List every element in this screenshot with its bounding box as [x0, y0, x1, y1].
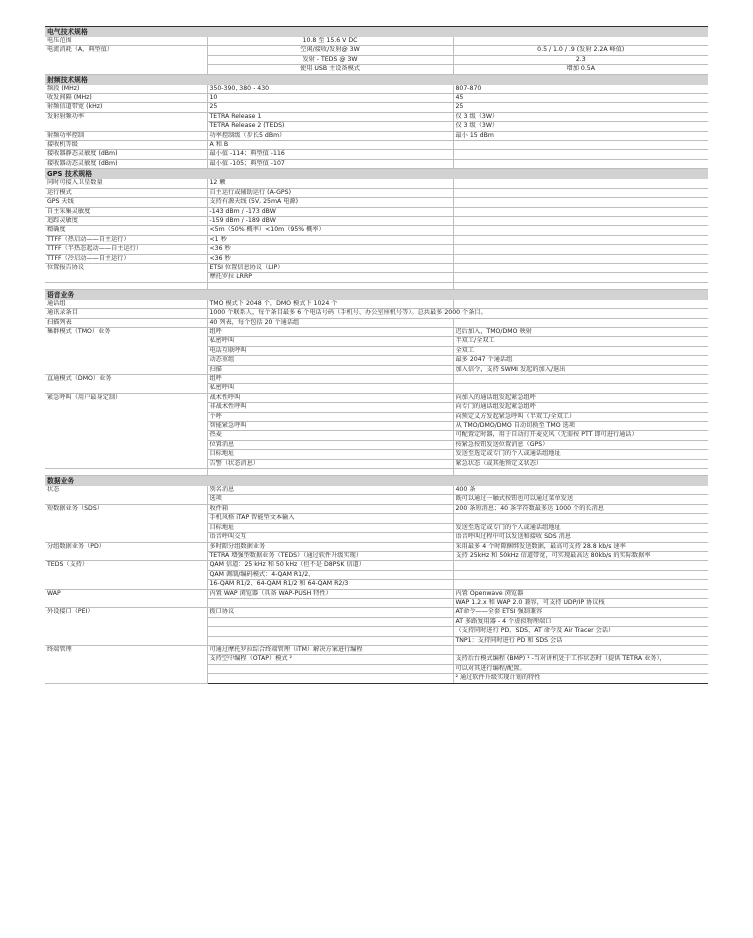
row-label — [45, 495, 207, 504]
table-row — [45, 198, 708, 207]
row-label — [45, 431, 207, 440]
row-value-primary: 自主运行或辅助运行 (A-GPS) — [207, 188, 453, 197]
row-value-primary: TMO 模式下 2048 个，DMO 模式下 1024 个 — [207, 300, 453, 309]
row-value-primary: 个呼 — [207, 412, 453, 421]
row-value-primary: 目标地址 — [207, 523, 453, 532]
table-row — [45, 431, 708, 440]
spacer-row — [45, 282, 708, 289]
row-value-primary: 手机风格 iTAP 智能型文本输入 — [207, 514, 453, 523]
row-value-secondary — [453, 273, 708, 282]
row-value-primary: 发射 - TEDS @ 3W — [207, 55, 453, 64]
row-label — [45, 570, 207, 579]
row-value-secondary — [453, 159, 708, 168]
table-row — [45, 393, 708, 402]
row-value-primary: 内置 WAP 浏览器（具备 WAP-PUSH 特性） — [207, 589, 453, 598]
row-value-secondary — [453, 645, 708, 654]
row-value-secondary: 向加入的通话组发起紧急组呼 — [453, 393, 708, 402]
table-row — [45, 589, 708, 598]
row-value-primary: A 和 B — [207, 141, 453, 150]
row-value-secondary — [453, 570, 708, 579]
row-value-primary: TETRA Release 2 (TEDS) — [207, 122, 453, 131]
row-value-secondary: AT 多路复用器 - 4 个虚拟物理端口 — [453, 617, 708, 626]
row-value-secondary: 加入信令，支持 SWMI 发起的加入/退出 — [453, 365, 708, 374]
row-value-primary: 使用 USB 主设备模式 — [207, 65, 453, 74]
row-label: 状态 — [47, 486, 60, 494]
row-value-primary: 拨口协议 — [207, 608, 453, 617]
row-label: 紧急呼叫（用户最身定制） — [47, 393, 122, 401]
row-label — [45, 346, 207, 355]
row-value-secondary: 807-870 — [453, 85, 708, 94]
row-value-secondary: 45 — [453, 94, 708, 103]
table-row — [45, 216, 708, 225]
row-value-primary: 告警（状态消息） — [207, 459, 453, 468]
row-value-primary: 动态重组 — [207, 356, 453, 365]
table-row — [45, 309, 708, 318]
table-row — [45, 542, 708, 551]
row-value-secondary — [453, 375, 708, 384]
row-value-primary: 扫描 — [207, 365, 453, 374]
row-value-primary: 组呼 — [207, 375, 453, 384]
table-row — [45, 655, 708, 664]
row-value-primary — [207, 664, 453, 673]
row-label — [45, 365, 207, 374]
row-value-secondary: AT命令——全套 ETSI 强制兼容 — [453, 608, 708, 617]
table-row — [45, 514, 708, 523]
table-row — [45, 141, 708, 150]
row-label — [45, 598, 207, 607]
row-value-primary: 语音呼叫交互 — [207, 533, 453, 542]
row-label — [45, 403, 207, 412]
row-label: 扫描列表 — [45, 318, 207, 327]
row-label — [45, 617, 207, 626]
row-value-secondary: 向专门的通话组发起紧急组呼 — [453, 403, 708, 412]
row-label — [45, 674, 207, 683]
row-value-secondary — [453, 384, 708, 393]
row-label: 发射射频功率 — [47, 112, 85, 120]
table-row — [45, 459, 708, 468]
row-value-secondary: 可配置定时器，用于自动打开麦克风（无需按 PTT 即可进行通话） — [453, 431, 708, 440]
table-row — [45, 504, 708, 513]
row-label: 追踪灵敏度 — [45, 216, 207, 225]
row-value-secondary: 迟后加入，TMO/DMO 映射 — [453, 327, 708, 336]
row-value-primary: -143 dBm / -173 dBW — [207, 207, 453, 216]
table-row — [45, 346, 708, 355]
row-value-secondary — [453, 198, 708, 207]
row-value-secondary: 全双工 — [453, 346, 708, 355]
row-value-secondary — [453, 318, 708, 327]
spacer-row — [45, 469, 708, 476]
row-label: WAP — [47, 589, 61, 597]
row-value-secondary — [453, 235, 708, 244]
row-value-primary: TETRA 增强型数据业务（TEDS）（通过软件升级实现） — [207, 551, 453, 560]
row-label — [45, 440, 207, 449]
table-row — [45, 365, 708, 374]
table-row — [45, 226, 708, 235]
table-row — [45, 273, 708, 282]
row-label: 通讯录条目 — [45, 309, 207, 318]
row-value-secondary: 25 — [453, 103, 708, 112]
row-value-secondary — [453, 226, 708, 235]
row-value-empty — [453, 37, 708, 46]
table-row — [45, 440, 708, 449]
table-row — [45, 188, 708, 197]
row-value-secondary — [453, 245, 708, 254]
row-value-secondary — [453, 207, 708, 216]
section-title: GPS 技术规格 — [45, 169, 708, 180]
row-label — [45, 337, 207, 346]
row-label — [45, 580, 207, 589]
row-value-primary: 25 — [207, 103, 453, 112]
row-value-primary: 选项 — [207, 495, 453, 504]
spec-table-body — [45, 27, 708, 684]
row-label: 终端管理 — [47, 645, 72, 653]
table-row — [45, 159, 708, 168]
row-value-secondary: 仅 3 级（3W） — [453, 112, 708, 121]
row-label: TEDS（支持） — [47, 561, 89, 569]
spacer-cell — [453, 469, 708, 476]
row-value-secondary: 内置 Openwave 浏览器 — [453, 589, 708, 598]
table-row — [45, 337, 708, 346]
row-value-primary: <5m（50% 概率）<10m（95% 概率） — [207, 226, 453, 235]
row-value-secondary: （支持同时进行 PD、SDS、AT 命令及 Air Tracer 会话） — [453, 627, 708, 636]
spacer-cell — [207, 469, 453, 476]
table-row — [45, 179, 708, 188]
row-label: 收发间隔 (MHz) — [45, 94, 207, 103]
spacer-cell — [45, 469, 207, 476]
row-value-secondary: WAP 1.2.x 和 WAP 2.0 兼容，可支持 UDP/IP 协议栈 — [453, 598, 708, 607]
row-value-secondary: 400 条 — [453, 486, 708, 495]
row-label: 运行模式 — [45, 188, 207, 197]
table-row — [45, 46, 708, 55]
table-row — [45, 495, 708, 504]
table-row — [45, 150, 708, 159]
row-value-secondary — [453, 179, 708, 188]
row-value-primary: 可通过摩托罗拉综合终端管理（iTM）解决方案进行编程 — [207, 645, 453, 654]
row-label — [45, 273, 207, 282]
row-value-secondary — [453, 216, 708, 225]
row-label: 外设接口（PEI） — [47, 608, 94, 616]
row-label: 集群模式（TMO）业务 — [47, 327, 111, 335]
row-label: 接收机等级 — [45, 141, 207, 150]
row-label: 电压范围 — [45, 37, 207, 46]
section-header-data — [45, 476, 708, 487]
section-header-rf — [45, 74, 708, 85]
row-value-primary — [207, 598, 453, 607]
table-row — [45, 617, 708, 626]
row-value-secondary: 200 条短消息；40 条字符数最多达 1000 个的长消息 — [453, 504, 708, 513]
row-label — [45, 412, 207, 421]
table-row — [45, 375, 708, 384]
row-label: 位置报告协议 — [47, 263, 85, 271]
row-value-secondary: 仅 3 级（3W） — [453, 122, 708, 131]
table-row — [45, 263, 708, 272]
table-row — [45, 580, 708, 589]
row-label — [45, 551, 207, 560]
row-label — [45, 514, 207, 523]
row-value-primary: 别名消息 — [207, 486, 453, 495]
spec-table — [45, 26, 708, 684]
table-row — [45, 318, 708, 327]
table-row — [45, 627, 708, 636]
table-row — [45, 636, 708, 645]
table-row — [45, 131, 708, 140]
row-label — [45, 655, 207, 664]
section-header-electrical — [45, 27, 708, 38]
row-label: TTFF（热启动——自主运行） — [45, 235, 207, 244]
row-label: GPS 天线 — [45, 198, 207, 207]
row-value-primary: 多时隙分组数据业务 — [207, 542, 453, 551]
row-value-secondary: 可以对其进行编程/配置。 — [453, 664, 708, 673]
row-label: 分组数据业务（PD） — [47, 542, 105, 550]
row-value-merged: 10.8 至 15.6 V DC — [207, 37, 453, 46]
row-value-primary: 10 — [207, 94, 453, 103]
row-label: TTFF（半热态起动——自主运行） — [45, 245, 207, 254]
table-row — [45, 645, 708, 654]
table-row — [45, 403, 708, 412]
table-row — [45, 245, 708, 254]
table-row — [45, 85, 708, 94]
row-value-primary: 12 颗 — [207, 179, 453, 188]
row-value-secondary: 0.5 / 1.0 / .9 (发射 2.2A 峰值) — [453, 46, 708, 55]
row-value-primary: 支持有源天线 (5V, 25mA 电源) — [207, 198, 453, 207]
row-value-secondary: 支持后台模式编程 (BMP) ¹ -当对讲机处于工作状态时（提供 TETRA 业务）， — [453, 655, 708, 664]
row-value-secondary — [453, 141, 708, 150]
row-label — [45, 384, 207, 393]
row-value-primary — [207, 636, 453, 645]
row-label — [45, 664, 207, 673]
row-value-span: 1000 个联系人，每个条目最多 6 个电话号码（手机号、办公室座机号等）。总共最多 2000 个条目。 — [207, 309, 708, 318]
row-value-secondary — [453, 580, 708, 589]
table-row — [45, 422, 708, 431]
table-row — [45, 112, 708, 121]
table-row — [45, 523, 708, 532]
table-row — [45, 674, 708, 683]
row-label: 短数据业务（SDS） — [47, 504, 103, 512]
row-value-secondary: 按紧急按钮发送位置消息（GPS） — [453, 440, 708, 449]
row-label: TTFF（冷启动——自主运行） — [45, 254, 207, 263]
row-label — [45, 533, 207, 542]
row-value-primary: 战术性呼叫 — [207, 393, 453, 402]
row-label: 精确度 — [45, 226, 207, 235]
row-value-primary: <36 秒 — [207, 245, 453, 254]
section-title: 语音业务 — [45, 289, 708, 300]
table-row — [45, 37, 708, 46]
row-label — [45, 523, 207, 532]
row-value-primary: 16-QAM R1/2、64-QAM R1/2 和 64-QAM R2/3 — [207, 580, 453, 589]
row-label — [45, 450, 207, 459]
row-label: 电流消耗（A，典型值） — [47, 46, 114, 54]
table-row — [45, 412, 708, 421]
row-value-primary: 40 列表，每个包括 20 个通话组 — [207, 318, 453, 327]
row-value-secondary: 半双工/全双工 — [453, 337, 708, 346]
section-header-voice — [45, 289, 708, 300]
table-row — [45, 94, 708, 103]
row-label — [45, 459, 207, 468]
row-value-primary: 位置消息 — [207, 440, 453, 449]
row-value-secondary: TNP1：支持同时进行 PD 和 SDS 会话 — [453, 636, 708, 645]
row-value-secondary: 增加 0.5A — [453, 65, 708, 74]
row-label — [45, 627, 207, 636]
table-row — [45, 486, 708, 495]
row-value-secondary — [453, 254, 708, 263]
row-value-primary: 摩托罗拉 LRRP — [207, 273, 453, 282]
row-value-secondary — [453, 150, 708, 159]
row-value-primary: 功率控制级（步长5 dBm） — [207, 131, 453, 140]
row-value-secondary: 从 TMO/DMO/DMO 自动切换至 TMO 选项 — [453, 422, 708, 431]
row-label: 同时可接入卫星数量 — [45, 179, 207, 188]
table-row — [45, 65, 708, 74]
section-title: 数据业务 — [45, 476, 708, 487]
row-value-primary — [207, 674, 453, 683]
row-value-secondary — [453, 300, 708, 309]
row-label: 射频信道带宽 (kHz) — [45, 103, 207, 112]
table-row — [45, 103, 708, 112]
row-value-primary: 组呼 — [207, 327, 453, 336]
row-value-secondary: 向预定义方发起紧急呼叫（半双工/全双工） — [453, 412, 708, 421]
row-value-primary: 目标地址 — [207, 450, 453, 459]
row-label — [45, 122, 207, 131]
row-value-primary: 350-390, 380 - 430 — [207, 85, 453, 94]
row-value-secondary: 支持 25kHz 和 50kHz 信道带宽，可实现最高达 80kb/s 的实际数据率 — [453, 551, 708, 560]
table-row — [45, 327, 708, 336]
spacer-cell — [45, 282, 207, 289]
row-value-secondary: 发送至选定或专门的个人或通话组地址 — [453, 450, 708, 459]
row-value-secondary: 最小 15 dBm — [453, 131, 708, 140]
row-value-secondary: 既可以通过一触式按钮也可以通过菜单发送 — [453, 495, 708, 504]
row-label: 接收器动态灵敏度 (dBm) — [45, 159, 207, 168]
table-row — [45, 207, 708, 216]
row-value-secondary: 发送至选定或专门的个人或通话组地址 — [453, 523, 708, 532]
row-value-primary: 最小值 -114；典型值 -116 — [207, 150, 453, 159]
section-title: 射频技术规格 — [45, 74, 708, 85]
row-value-primary: 支持空中编程（OTAP）模式 ² — [207, 655, 453, 664]
row-value-primary: 电话互联呼叫 — [207, 346, 453, 355]
table-row — [45, 570, 708, 579]
table-row — [45, 384, 708, 393]
table-row — [45, 254, 708, 263]
row-label: 直通模式（DMO）业务 — [47, 375, 112, 382]
spacer-cell — [453, 282, 708, 289]
row-label — [45, 356, 207, 365]
row-label — [45, 636, 207, 645]
row-value-primary — [207, 627, 453, 636]
row-value-primary: <36 秒 — [207, 254, 453, 263]
row-value-primary: ETSI 位置信息协议（LIP） — [207, 263, 453, 272]
table-row — [45, 235, 708, 244]
table-row — [45, 55, 708, 64]
row-value-secondary: 紧急状态（或其他预定义状态） — [453, 459, 708, 468]
row-value-primary — [207, 617, 453, 626]
row-value-primary: 私密呼叫 — [207, 384, 453, 393]
table-row — [45, 356, 708, 365]
row-value-primary: -159 dBm / -189 dBW — [207, 216, 453, 225]
table-row — [45, 561, 708, 570]
row-value-secondary — [453, 561, 708, 570]
table-row — [45, 608, 708, 617]
row-label — [45, 55, 207, 64]
row-value-primary: TETRA Release 1 — [207, 112, 453, 121]
table-row — [45, 450, 708, 459]
section-title: 电气技术规格 — [45, 27, 708, 38]
row-value-secondary — [453, 263, 708, 272]
spacer-cell — [207, 282, 453, 289]
row-value-secondary — [453, 188, 708, 197]
table-row — [45, 551, 708, 560]
table-row — [45, 664, 708, 673]
row-label: 频段 (MHz) — [45, 85, 207, 94]
table-row — [45, 598, 708, 607]
row-value-primary: 非战术性呼叫 — [207, 403, 453, 412]
row-value-primary: 私密呼叫 — [207, 337, 453, 346]
row-value-secondary — [453, 514, 708, 523]
row-label: 自主采集灵敏度 — [45, 207, 207, 216]
section-header-gps — [45, 169, 708, 180]
row-label — [45, 65, 207, 74]
row-value-primary: 热麦 — [207, 431, 453, 440]
table-row — [45, 300, 708, 309]
row-value-primary: 最小值 -105；典型值 -107 — [207, 159, 453, 168]
row-label: 接收器静态灵敏度 (dBm) — [45, 150, 207, 159]
row-value-secondary: 2.3 — [453, 55, 708, 64]
spec-sheet — [45, 26, 708, 684]
row-value-secondary: 最多 2047 个通话组 — [453, 356, 708, 365]
table-row — [45, 122, 708, 131]
row-value-secondary: 采用最多 4 个时隙捆绑发送数据，最高可支持 28.8 kb/s 速率 — [453, 542, 708, 551]
row-value-primary: QAM 调制/编码模式：4-QAM R1/2、 — [207, 570, 453, 579]
row-label: 射频功率控制 — [45, 131, 207, 140]
row-value-primary: <1 秒 — [207, 235, 453, 244]
row-label: 通话组 — [45, 300, 207, 309]
row-value-primary: 收件箱 — [207, 504, 453, 513]
row-label — [45, 422, 207, 431]
row-value-secondary: 语音呼叫过程中可以发送和接收 SDS 消息 — [453, 533, 708, 542]
row-value-primary: 智能紧急呼叫 — [207, 422, 453, 431]
row-value-secondary: ² 通过软件升级实现计划的特性 — [453, 674, 708, 683]
table-row — [45, 533, 708, 542]
row-value-primary: QAM 信道：25 kHz 和 50 kHz（但不是 D8PSK 信道） — [207, 561, 453, 570]
row-value-primary: 空闲/接收/发射@ 3W — [207, 46, 453, 55]
